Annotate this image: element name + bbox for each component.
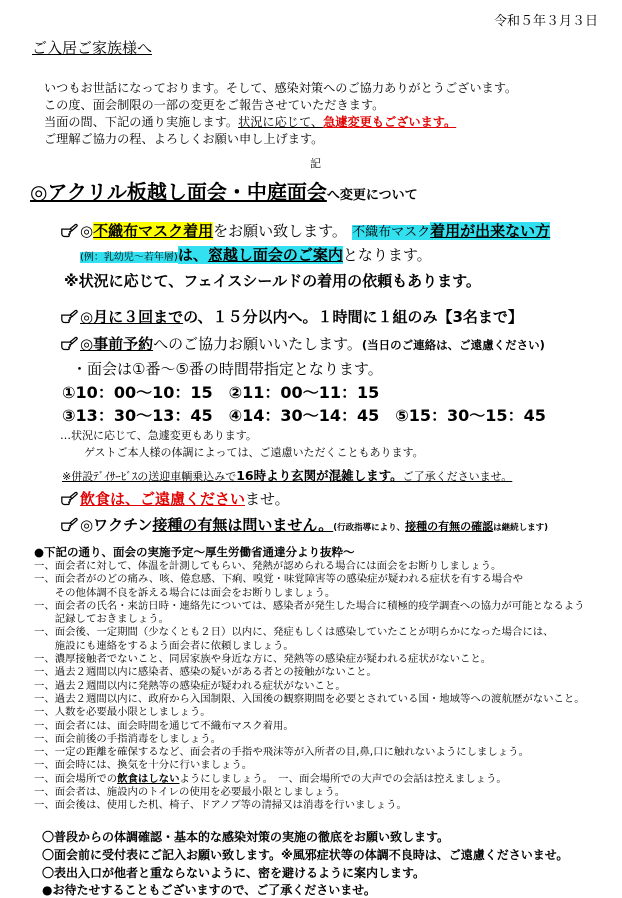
food-line <box>60 488 290 509</box>
mask-exception-b: 着用が出来ない方 <box>430 222 551 240</box>
addressee: ご入居ご家族様へ <box>32 39 153 57</box>
footer-line-1: 〇普段からの体調確認・基本的な感染対策の実施の徹底をお願い致します。 <box>42 830 450 844</box>
footer-line-3: 〇表出入口が他者と重ならないように、密を避けるように案内します。 <box>42 866 426 880</box>
urgent-change-notice: 急遽変更もございます。 <box>323 115 457 129</box>
intro-line-1: いつもお世話になっております。そして、感染対策へのご協力ありがとうございます。 <box>44 81 518 95</box>
rules-heading: ●下記の通り、面会の実施予定～厚生労働省通達分より抜粋～ <box>34 545 355 559</box>
date: 令和５年３月３日 <box>494 14 599 29</box>
rule-item: 一、過去２週間以内に、政府から入国制限、入国後の観察期間を必要とされている国・地域等への渡航歴がないこと。 <box>34 692 585 705</box>
heading-main: ◎アクリル板越し面会・中庭面会 <box>30 180 327 204</box>
window-visit-line <box>80 244 432 265</box>
no-eating-notice: 飲食は、ご遠慮ください <box>80 490 246 508</box>
heading-suffix: へ変更について <box>326 188 418 203</box>
rule-item: 一、面会者に対して、体温を計測してもらい、発熱が認められる場合には面会をお断りしましょう。 <box>34 560 502 572</box>
reservation-required: ◎事前予約 <box>80 335 154 353</box>
rules-list <box>34 560 585 813</box>
mask-line <box>60 220 550 241</box>
intro-line-3 <box>44 113 456 130</box>
rule-item: 一、濃厚接触者でないこと、同居家族や身近な方に、発熱等の感染症が疑われる症状がないこと。 <box>34 653 492 666</box>
ki-mark: 記 <box>310 157 321 170</box>
mask-required: 不織布マスク着用 <box>93 222 214 240</box>
mask-request: をお願い致します。 <box>213 222 347 240</box>
time-slot-intro: ・面会は①番～⑤番の時間帯指定となります。 <box>72 360 383 378</box>
rule-item: その他体調不良を訴える場合には面会をお断りしましょう。 <box>34 586 336 599</box>
pointing-hand-icon <box>60 307 78 325</box>
time-slot-row-1: ①10：00～10：15 ②11：00～11：15 <box>62 383 380 402</box>
vaccine-not-required: 有無は問いません。 <box>197 516 334 534</box>
time-slot-row-2: ③13：30～13：45 ④14：30～14：45 ⑤15：30～15：45 <box>62 406 546 425</box>
visit-limit-monthly: ◎月に３回まで <box>80 308 184 326</box>
face-shield-note: ※状況に応じて、フェイスシールドの着用の依頼もあります。 <box>64 272 481 290</box>
rule-item: 一、過去２週間以内に発熱等の感染症が疑われる症状がないこと。 <box>34 679 346 692</box>
dayservice-c: ご了承くださいませ。 <box>402 470 513 483</box>
rule-item: 施設にも連絡をするよう面会者に依頼しましょう。 <box>34 639 294 652</box>
dayservice-notice <box>62 466 512 484</box>
rule-item: 一、人数を必要最小限としましょう。 <box>34 706 211 719</box>
time-slot-note-2: ゲストご本人様の体調によっては、ご遠慮いただくこともあります。 <box>84 446 424 459</box>
window-visit-end: となります。 <box>342 246 432 264</box>
intro-line-4: ご理解ご協力の程、よろしくお願い申し上げます。 <box>44 132 324 146</box>
rule-item: 記録しておきましょう。 <box>34 613 170 626</box>
rule-item: 一、面会者には、面会時間を通じて不織布マスク着用。 <box>34 719 294 732</box>
pointing-hand-icon <box>60 221 78 239</box>
food-end: ませ。 <box>245 490 290 508</box>
reservation-line <box>60 333 545 354</box>
rule-item: 一、一定の距離を確保するなど、面会者の手指や飛沫等が入所者の目,鼻,口に触れないようにしましょう。 <box>34 746 529 759</box>
pointing-hand-icon <box>60 515 78 533</box>
reservation-request: へのご協力お願いいたします。 <box>153 335 362 353</box>
intro-line-2: この度、面会制限の一部の変更をご報告させていただきます。 <box>44 98 385 112</box>
rule-item: 一、面会時には、換気を十分に行いましょう。 <box>34 759 253 772</box>
vaccine-b: 接種の <box>152 516 198 534</box>
rule-item: 一、面会後は、使用した机、椅子、ドアノブ等の清掃又は消毒を行いましょう。 <box>34 799 407 812</box>
visit-limit-line <box>60 306 523 327</box>
mask-bullet: ◎ <box>80 222 94 240</box>
mask-ha: は、 <box>177 246 208 264</box>
rule-item: 一、過去２週間以内に感染者、感染の疑いがある者との接触がないこと。 <box>34 666 377 679</box>
no-eating-rule: 飲食はしない <box>117 772 180 785</box>
footer-line-4: ●お待たせすることもございますので、ご了承くださいませ。 <box>42 883 376 897</box>
rule-item: 一、面会者は、施設内のトイレの使用を必要最小限としましょう。 <box>34 786 346 799</box>
window-visit-guide: 窓越し面会のご案内 <box>207 246 343 264</box>
rule-item: 一、面会者がのどの痛み、咳、倦怠感、下痢、嗅覚・味覚障害等の感染症が疑われる症状を有する場合や <box>34 573 523 586</box>
section-heading <box>30 176 418 205</box>
rule-food-c: ようにしましょう。 一、面会場所での大声での会話は控えましょう。 <box>179 772 507 785</box>
rule-item: 一、面会前後の手指消毒をしましょう。 <box>34 732 222 745</box>
pointing-hand-icon <box>60 489 78 507</box>
dayservice-a: ※併設ﾃﾞｲｻｰﾋﾞｽの送迎車輌乗込みで <box>62 470 237 483</box>
mask-exception-a: 不織布マスク <box>352 225 431 240</box>
same-day-notice: (当日のご連絡は、ご遠慮ください) <box>361 338 545 352</box>
rule-item: 一、面会後、一定期間（少なくとも２日）以内に、発症もしくは感染していたことが明らかになった場合には、 <box>34 626 554 639</box>
entrance-congestion: 16時より玄関が混雑します。 <box>236 468 403 483</box>
vaccine-check: 接種の有無の確認 <box>405 520 494 533</box>
intro-line-3-a: 当面の間、下記の通り実施します。 <box>44 115 239 129</box>
vaccine-line <box>60 514 548 535</box>
vaccine-f: は継続します) <box>493 523 549 533</box>
time-slot-note-1: …状況に応じて、急遽変更もあります。 <box>60 429 257 442</box>
intro-line-3-b: 状況に応じて、 <box>238 115 324 129</box>
vaccine-d: (行政指導により、 <box>333 523 406 533</box>
rule-item: 一、面会者の氏名・来訪日時・連絡先については、感染者が発生した場合に積極的疫学調査への協力が可能となるよう <box>34 599 585 612</box>
rule-item-food <box>34 773 585 786</box>
vaccine-a: ◎ワクチン <box>80 516 153 534</box>
rule-food-a: 一、面会場所での <box>34 772 118 785</box>
mask-example: (例：乳幼児～若年層) <box>80 252 178 263</box>
footer-line-2: 〇面会前に受付表にご記入お願い致します。※風邪症状等の体調不良時は、ご遠慮くださいませ。 <box>42 848 569 862</box>
visit-limit-detail: の、１５分以内へ。１時間に１組のみ【3名まで】 <box>183 308 523 326</box>
pointing-hand-icon <box>60 334 78 352</box>
